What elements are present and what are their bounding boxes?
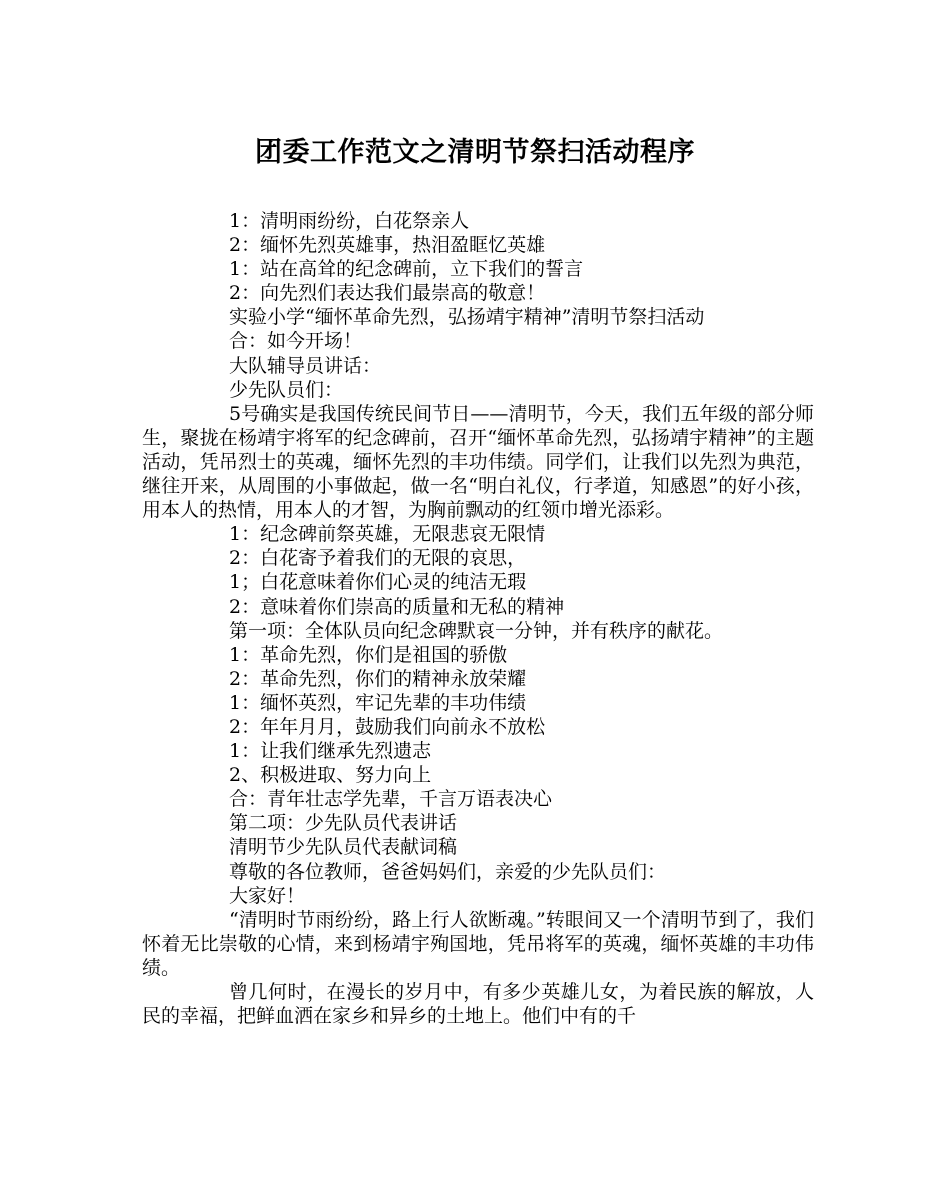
text-line: 大队辅导员讲话：: [229, 354, 382, 377]
text-line: 1：革命先烈，你们是祖国的骄傲: [229, 643, 508, 666]
text-line: 2：革命先烈，你们的精神永放荣耀: [229, 667, 527, 690]
text-line: 2：白花寄予着我们的无限的哀思，: [229, 547, 527, 570]
text-line: 2：意味着你们崇高的质量和无私的精神: [229, 595, 565, 618]
document-body: [142, 209, 814, 1028]
text-line: 1：让我们继承先烈遗志: [229, 740, 432, 763]
text-line: 少先队员们：: [229, 378, 344, 401]
paragraph: “清明时节雨纷纷，路上行人欲断魂。”转眼间又一个清明节到了，我们怀着无比崇敬的心情，来到杨靖宇殉国地，凭吊将军的英魂，缅怀英雄的丰功伟绩。: [142, 908, 814, 979]
text-line: 1：清明雨纷纷，白花祭亲人: [229, 210, 470, 232]
paragraph: 5号确实是我国传统民间节日——清明节，今天，我们五年级的部分师生，聚拢在杨靖宇将军的纪念碑前，召开“缅怀革命先烈，弘扬靖宇精神”的主题活动，凭吊烈士的英魂，缅怀先烈的丰功伟绩。同学们，让我们以先烈为典范，继往开来，从周围的小事做起，做一名“明白礼仪，行孝道，知感恩”的好小孩，用本人的热情，用本人的才智，为胸前飘动的红领巾增光添彩。: [142, 402, 814, 522]
text-line: 2：缅怀先烈英雄事，热泪盈眶忆英雄: [229, 234, 546, 257]
text-line: 第二项：少先队员代表讲话: [229, 812, 458, 835]
text-line: 1：纪念碑前祭英雄，无限悲哀无限情: [229, 523, 546, 546]
text-line: 2：向先烈们表达我们最崇高的敬意！: [229, 282, 546, 305]
text-line: 2：年年月月，鼓励我们向前永不放松: [229, 715, 546, 738]
text-line: 尊敬的各位教师，爸爸妈妈们，亲爱的少先队员们：: [229, 860, 667, 883]
text-line: 实验小学“缅怀革命先烈，弘扬靖宇精神”清明节祭扫活动: [229, 306, 705, 329]
text-line: 合：青年壮志学先辈，千言万语表决心: [229, 788, 553, 811]
text-line: 第一项：全体队员向纪念碑默哀一分钟，并有秩序的献花。: [229, 619, 724, 642]
text-line: 1；白花意味着你们心灵的纯洁无瑕: [229, 571, 527, 594]
text-line: 2、积极进取、努力向上: [229, 764, 432, 787]
document-title: 团委工作范文之清明节祭扫活动程序: [255, 137, 695, 168]
text-line: 清明节少先队员代表献词稿: [229, 836, 458, 859]
paragraph: 曾几何时，在漫长的岁月中，有多少英雄儿女，为着民族的解放，人民的幸福，把鲜血洒在家乡和异乡的土地上。他们中有的千: [142, 981, 814, 1028]
text-line: 1：缅怀英烈，牢记先辈的丰功伟绩: [229, 691, 527, 714]
text-line: 大家好！: [229, 884, 306, 907]
text-line: 1：站在高耸的纪念碑前，立下我们的誓言: [229, 258, 584, 281]
text-line: 合：如今开场！: [229, 330, 363, 353]
